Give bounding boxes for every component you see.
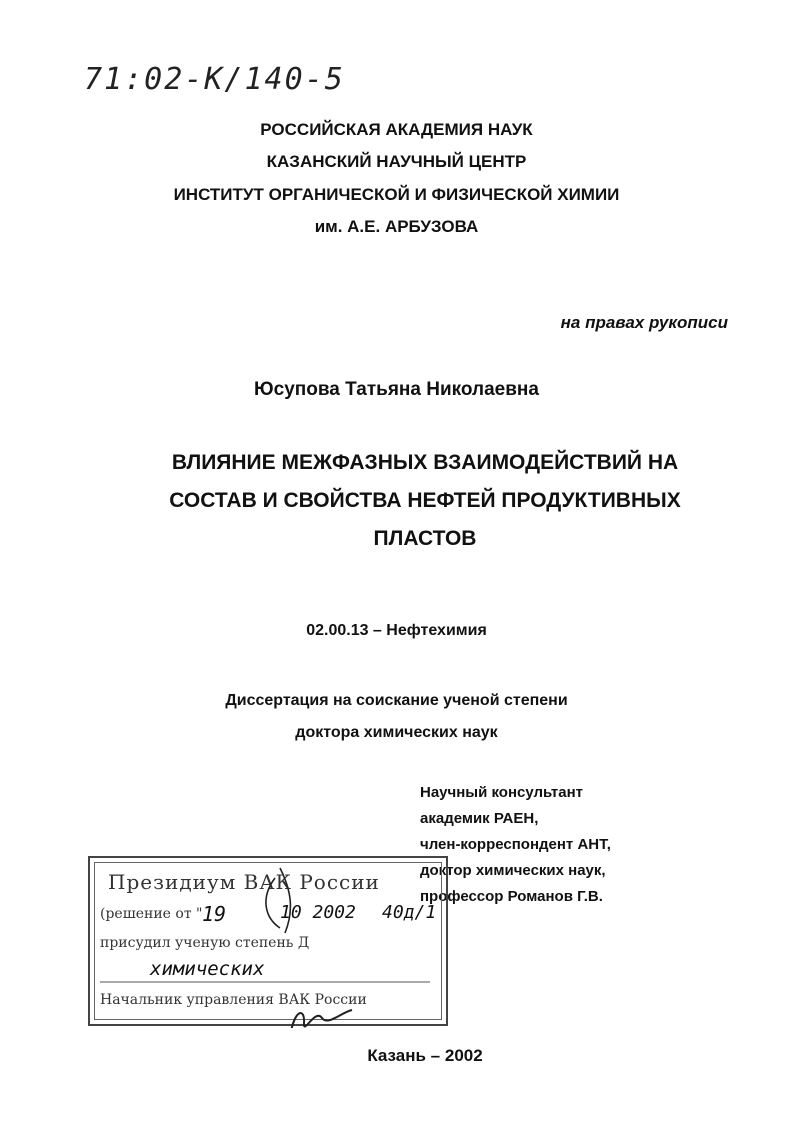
city-year: Казань – 2002: [367, 1046, 483, 1065]
archive-code: 71:02-К/140-5: [84, 62, 345, 97]
manuscript-note: на правах рукописи: [560, 313, 728, 332]
stamp-decision-number: 40д/1: [382, 902, 437, 923]
vak-stamp: [88, 856, 448, 1026]
dissertation-title: ВЛИЯНИЕ МЕЖФАЗНЫХ ВЗАИМОДЕЙСТВИЙ НА СОСТАВ И СВОЙСТВА НЕФТЕЙ ПРОДУКТИВНЫХ ПЛАСТОВ: [169, 451, 681, 550]
degree-line-1: Диссертация на соискание ученой степени: [225, 692, 568, 709]
signature-icon: [90, 858, 450, 1028]
org-institute: ИНСТИТУТ ОРГАНИЧЕСКОЙ И ФИЗИЧЕСКОЙ ХИМИИ: [173, 185, 620, 204]
stamp-awarded-text: присудил ученую степень Д: [100, 935, 310, 951]
consultant-line: профессор Романов Г.В.: [420, 888, 603, 905]
author-name: Юсупова Татьяна Николаевна: [254, 379, 539, 400]
degree-line-2: доктора химических наук: [295, 724, 498, 741]
stamp-chief-label: Начальник управления ВАК России: [100, 992, 367, 1008]
stamp-title: Президиум ВАК России: [108, 870, 380, 894]
consultant-line: член-корреспондент АНТ,: [420, 836, 611, 853]
consultant-line: академик РАЕН,: [420, 810, 539, 827]
consultant-line: доктор химических наук,: [420, 862, 606, 879]
stamp-decision-prefix: (решение от ": [100, 906, 203, 922]
stamp-handwritten-field: химических: [150, 958, 265, 980]
org-name: им. А.Е. АРБУЗОВА: [314, 217, 479, 236]
specialty: 02.00.13 – Нефтехимия: [306, 622, 487, 639]
stamp-decision-date: 10 2002: [280, 902, 356, 923]
org-academy: РОССИЙСКАЯ АКАДЕМИЯ НАУК: [260, 120, 533, 139]
degree-block: [0, 685, 793, 749]
org-center: КАЗАНСКИЙ НАУЧНЫЙ ЦЕНТР: [266, 152, 527, 171]
stamp-decision-day: 19: [202, 902, 227, 926]
consultant-line: Научный консультант: [420, 784, 584, 801]
